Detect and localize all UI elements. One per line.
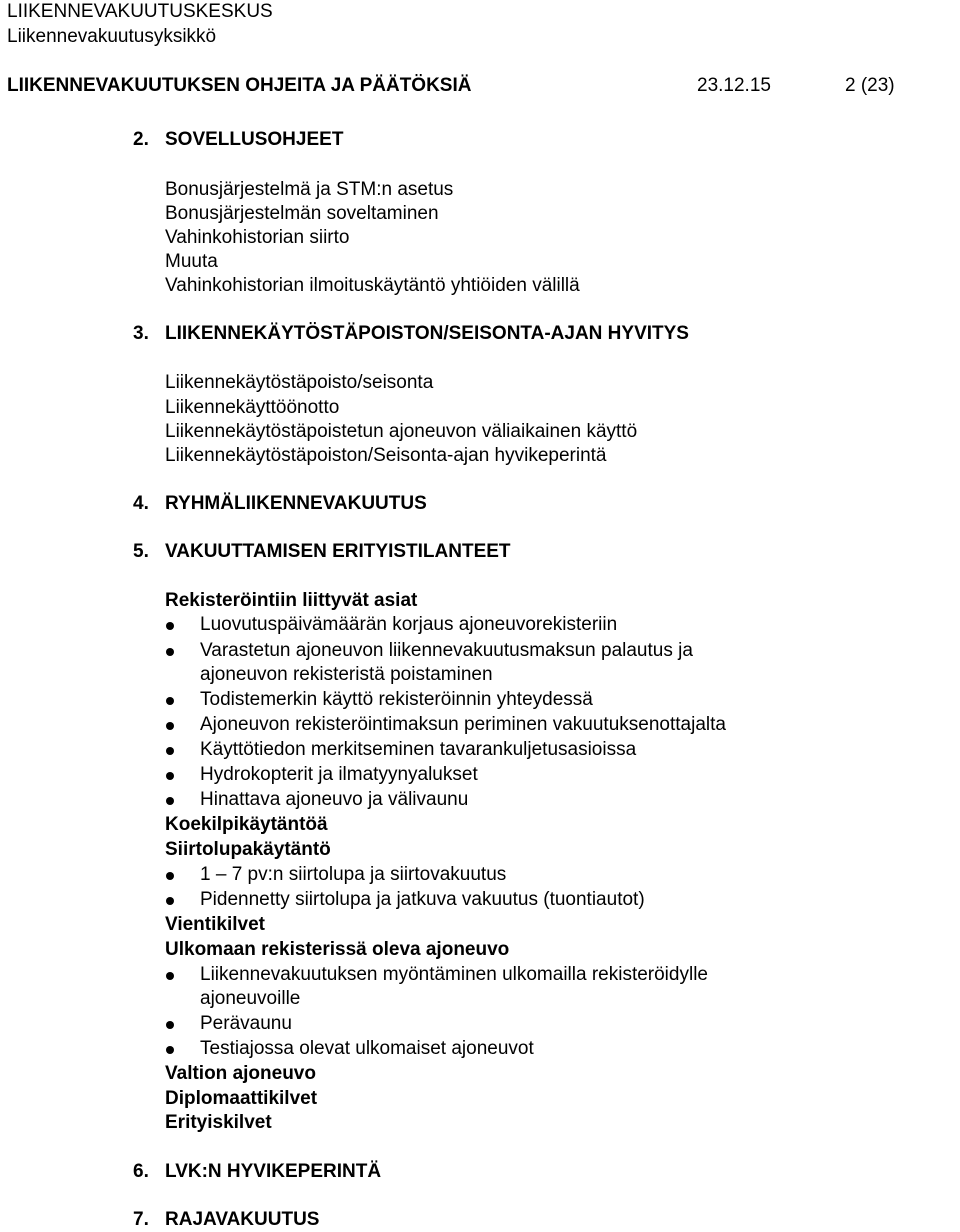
bullet-icon xyxy=(166,772,174,780)
list-item: Hydrokopterit ja ilmatyynyalukset xyxy=(200,764,478,785)
subsection-heading: Siirtolupakäytäntö xyxy=(165,839,331,860)
bullet-icon xyxy=(166,697,174,705)
toc-item: Muuta xyxy=(165,251,218,272)
bullet-icon xyxy=(166,722,174,730)
bullet-icon xyxy=(166,897,174,905)
list-item: Hinattava ajoneuvo ja välivaunu xyxy=(200,789,469,810)
section-title: VAKUUTTAMISEN ERITYISTILANTEET xyxy=(165,541,511,562)
bullet-icon xyxy=(166,972,174,980)
document-title: LIIKENNEVAKUUTUKSEN OHJEITA JA PÄÄTÖKSIÄ xyxy=(7,75,472,96)
list-item: Todistemerkin käyttö rekisteröinnin yhteydessä xyxy=(200,689,593,710)
toc-item: Bonusjärjestelmän soveltaminen xyxy=(165,203,439,224)
toc-item: Vahinkohistorian siirto xyxy=(165,227,350,248)
section-title: RYHMÄLIIKENNEVAKUUTUS xyxy=(165,493,427,514)
document-date: 23.12.15 xyxy=(697,75,771,96)
section-title: LIIKENNEKÄYTÖSTÄPOISTON/SEISONTA-AJAN HYVITYS xyxy=(165,323,689,344)
toc-item: Liikennekäytöstäpoiston/Seisonta-ajan hyvikeperintä xyxy=(165,445,607,466)
bullet-icon xyxy=(166,622,174,630)
section-title: SOVELLUSOHJEET xyxy=(165,129,344,150)
subsection-heading: Erityiskilvet xyxy=(165,1112,272,1133)
bullet-icon xyxy=(166,872,174,880)
list-item: 1 – 7 pv:n siirtolupa ja siirtovakuutus xyxy=(200,864,507,885)
bullet-icon xyxy=(166,1021,174,1029)
list-item: Perävaunu xyxy=(200,1013,292,1034)
subsection-heading: Ulkomaan rekisterissä oleva ajoneuvo xyxy=(165,939,510,960)
subsection-heading: Diplomaattikilvet xyxy=(165,1088,318,1109)
bullet-icon xyxy=(166,747,174,755)
list-item: Liikennevakuutuksen myöntäminen ulkomailla rekisteröidylle xyxy=(200,964,708,985)
bullet-icon xyxy=(166,1046,174,1054)
section-number: 2. xyxy=(133,129,149,150)
bullet-icon xyxy=(166,797,174,805)
section-title: RAJAVAKUUTUS xyxy=(165,1209,320,1230)
list-item: Käyttötiedon merkitseminen tavarankuljetusasioissa xyxy=(200,739,637,760)
unit-name: Liikennevakuutusyksikkö xyxy=(7,26,217,47)
section-number: 7. xyxy=(133,1209,149,1230)
toc-item: Liikennekäytöstäpoistetun ajoneuvon väliaikainen käyttö xyxy=(165,421,638,442)
subsection-heading: Valtion ajoneuvo xyxy=(165,1063,316,1084)
toc-item: Liikennekäytöstäpoisto/seisonta xyxy=(165,372,434,393)
subsection-heading: Rekisteröintiin liittyvät asiat xyxy=(165,590,418,611)
section-number: 3. xyxy=(133,323,149,344)
section-number: 4. xyxy=(133,493,149,514)
page-number: 2 (23) xyxy=(845,75,895,96)
section-title: LVK:N HYVIKEPERINTÄ xyxy=(165,1161,382,1182)
toc-item: Vahinkohistorian ilmoituskäytäntö yhtiöiden välillä xyxy=(165,275,580,296)
organization-name: LIIKENNEVAKUUTUSKESKUS xyxy=(7,1,273,22)
toc-item: Liikennekäyttöönotto xyxy=(165,397,340,418)
subsection-heading: Vientikilvet xyxy=(165,914,265,935)
list-item: Testiajossa olevat ulkomaiset ajoneuvot xyxy=(200,1038,534,1059)
list-item: Ajoneuvon rekisteröintimaksun periminen vakuutuksenottajalta xyxy=(200,714,726,735)
list-item: Luovutuspäivämäärän korjaus ajoneuvorekisteriin xyxy=(200,614,618,635)
list-item: Varastetun ajoneuvon liikennevakuutusmaksun palautus ja xyxy=(200,640,693,661)
list-item-continuation: ajoneuvoille xyxy=(200,988,301,1009)
list-item: Pidennetty siirtolupa ja jatkuva vakuutus (tuontiautot) xyxy=(200,889,645,910)
subsection-heading: Koekilpikäytäntöä xyxy=(165,814,328,835)
toc-item: Bonusjärjestelmä ja STM:n asetus xyxy=(165,179,454,200)
section-number: 6. xyxy=(133,1161,149,1182)
list-item-continuation: ajoneuvon rekisteristä poistaminen xyxy=(200,664,493,685)
section-number: 5. xyxy=(133,541,149,562)
bullet-icon xyxy=(166,648,174,656)
